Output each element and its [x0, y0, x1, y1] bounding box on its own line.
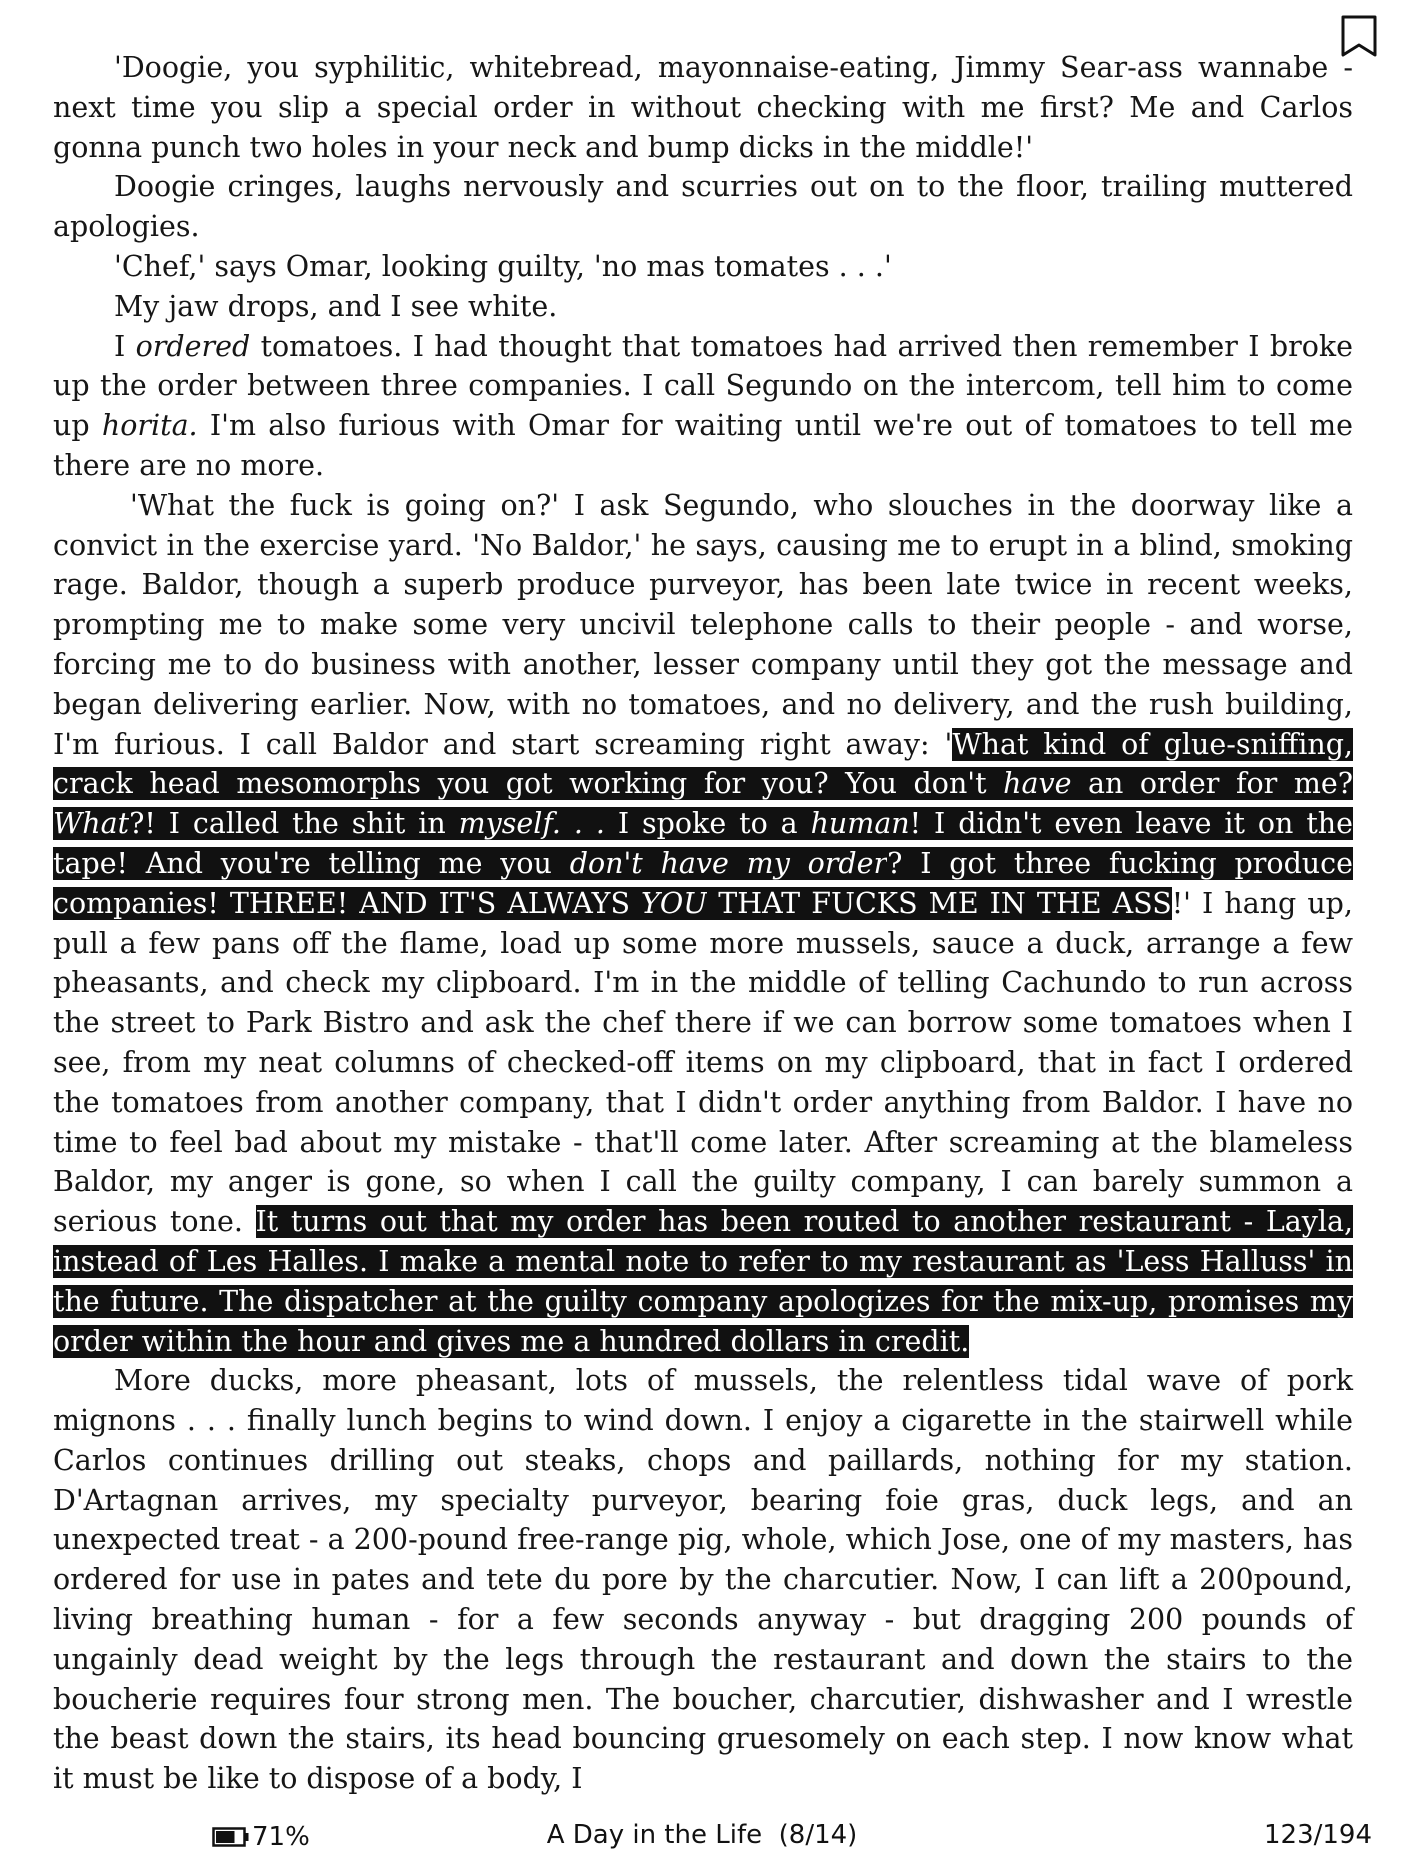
- text-run: 'Chef,' says Omar, looking guilty, 'no mas tomates . . .': [114, 249, 892, 283]
- text-run: Doogie cringes, laughs nervously and scurries out on to the floor, trailing muttered apologies.: [53, 170, 1353, 244]
- highlighted-text[interactable]: ? I got three fucking produce companies! THREE! AND IT'S ALWAYS: [53, 846, 1353, 920]
- paragraph: [53, 1361, 1353, 1799]
- text-run: I'm also furious with Omar for waiting until we're out of tomatoes to tell me there are no more.: [53, 409, 1353, 482]
- highlighted-text[interactable]: ! I didn't even leave it on the tape! And you're telling me you: [53, 807, 1353, 880]
- text-run: My jaw drops, and I see white.: [114, 289, 558, 323]
- highlighted-text[interactable]: THAT FUCKS ME IN THE ASS: [707, 886, 1172, 920]
- highlighted-text[interactable]: myself. . .: [458, 807, 605, 841]
- highlighted-text[interactable]: YOU: [641, 886, 708, 920]
- highlighted-text[interactable]: I spoke to a: [604, 807, 811, 841]
- text-run: More ducks, more pheasant, lots of mussels, the relentless tidal wave of pork mignons . . . finally lunch begins to wind down. I enjoy a cigarette in the stairwell while Carlos continues drilling out steaks, chops and paillards, nothing for my station. D'Artagnan arrives, my specialty purveyor, bearing foie gras, duck legs, and an unexpected treat - a 200-pound free-range pig, whole, which Jose, one of my masters, has ordered for use in pates and tete du pore by the charcutier. Now, I can lift a 200pound, living breathing human - for a few seconds anyway - but dragging 200 pounds of ungainly dead weight by the legs through the restaurant and down the stairs to the boucherie requires four strong men. The boucher, charcutier, dishwasher and I wrestle the beast down the stairs, its head bouncing gruesomely on each step. I now know what it must be like to dispose of a body, I: [53, 1364, 1353, 1796]
- highlighted-text[interactable]: don't have my order: [569, 846, 888, 880]
- reader-footer: [0, 1810, 1404, 1858]
- paragraph: [53, 48, 1353, 167]
- highlighted-text[interactable]: human: [810, 807, 910, 841]
- reader-page[interactable]: [53, 48, 1353, 1799]
- chapter-title[interactable]: A Day in the Life (8/14): [546, 1820, 858, 1850]
- highlighted-text[interactable]: an order for me?: [1071, 767, 1353, 801]
- paragraph: [53, 247, 1353, 287]
- highlighted-text[interactable]: What kind of glue-sniffing, crack head mesomorphs you got working for you? You don't: [53, 727, 1353, 801]
- text-run: !' I hang up, pull a few pans off the flame, load up some more mussels, sauce a duck, arrange a few pheasants, and check my clipboard. I'm in the middle of telling Cachundo to run across the street to Park Bistro and ask the chef there if we can borrow some tomatoes when I see, from my neat columns of checked-off items on my clipboard, that in fact I ordered the tomatoes from another company, that I didn't order anything from Baldor. I have no time to feel bad about my mistake - that'll come later. After screaming at the blameless Baldor, my anger is gone, so when I call the guilty company, I can barely summon a serious tone.: [53, 886, 1353, 1239]
- battery-percent: 71%: [252, 1822, 310, 1852]
- text-run: I: [114, 329, 136, 363]
- paragraph: [53, 486, 1353, 1362]
- highlighted-text[interactable]: What: [53, 807, 130, 841]
- paragraph: [53, 327, 1353, 486]
- text-run: tomatoes. I had thought that tomatoes had arrived then remember I broke up the order between three companies. I call Segundo on the intercom, tell him to come up: [53, 329, 1353, 443]
- highlighted-text[interactable]: ?! I called the shit in: [129, 807, 459, 841]
- paragraph: [53, 167, 1353, 247]
- highlighted-text[interactable]: have: [1003, 767, 1072, 801]
- emphasis-text: ordered: [135, 329, 251, 363]
- text-run: 'Doogie, you syphilitic, whitebread, mayonnaise-eating, Jimmy Sear-ass wannabe - next time you slip a special order in without checking with me first? Me and Carlos gonna punch two holes in your neck and bump dicks in the middle!': [53, 51, 1353, 164]
- page-counter[interactable]: 123/194: [1263, 1820, 1372, 1850]
- text-run: 'What the fuck is going on?' I ask Segundo, who slouches in the doorway like a convict in the exercise yard. 'No Baldor,' he says, causing me to erupt in a blind, smoking rage. Baldor, though a superb produce purveyor, has been late twice in recent weeks, prompting me to make some very uncivil telephone calls to their people - and worse, forcing me to do business with another, lesser company until they got the message and began delivering earlier. Now, with no tomatoes, and no delivery, and the rush building, I'm furious. I call Baldor and start screaming right away: ': [53, 488, 1353, 761]
- highlighted-text[interactable]: It turns out that my order has been routed to another restaurant - Layla, instead of Les Halles. I make a mental note to refer to my restaurant as 'Less Halluss' in the future. The dispatcher at the guilty company apologizes for the mix-up, promises my order within the hour and gives me a hundred dollars in credit.: [53, 1205, 1354, 1358]
- paragraph: [53, 287, 1353, 327]
- emphasis-text: horita.: [101, 409, 198, 443]
